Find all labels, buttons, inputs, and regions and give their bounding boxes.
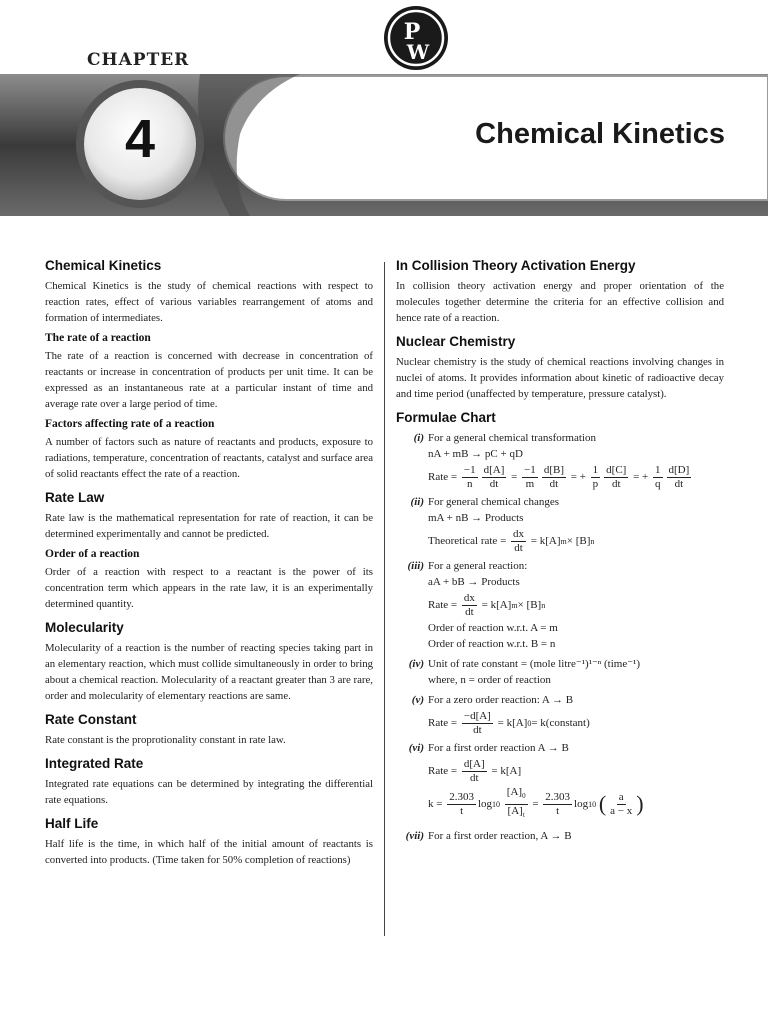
zero-order-rate-expression: Rate = $\frac{-d[A]}{dt}$ = k[A] 0 = k(constant) bbox=[428, 709, 590, 736]
paragraph: Integrated rate equations can be determined by integrating the differential rate equations. bbox=[45, 778, 373, 806]
theoretical-rate-expression: Theoretical rate = $\frac{dx}{dt}$ = k[A] m × [B] n bbox=[428, 527, 595, 554]
formula-item-3 bbox=[396, 558, 724, 574]
column-divider bbox=[384, 262, 385, 936]
first-order-rate-expression: Rate = $\frac{d[A]}{dt}$ = k[A] bbox=[428, 757, 522, 784]
rate-expression-1: Rate = $\frac{-1}{n}$ $\frac{d[A]}{dt}$ = $\frac{-1}{m}$ $\frac{d[B]}{dt}$ = + $\frac{1}{p}$ $\frac{d[C]}{dt}$ = + $\frac{1}{q}$ $\frac{d[D]}{dt}$ bbox=[428, 463, 690, 490]
formula-text: For a first order reaction A → B bbox=[428, 742, 569, 754]
formula-equation: nA + mB → pC + qD bbox=[428, 448, 523, 460]
formula-item-1 bbox=[396, 430, 724, 446]
formula-item-4 bbox=[396, 656, 724, 672]
formula-text: For a general reaction: bbox=[428, 560, 528, 572]
paragraph: Nuclear chemistry is the study of chemical reactions involving changes in nuclei of atoms. It provides information about kinetic of radioactive decay and time period (unaffected by temperature, pressure catalyst). bbox=[396, 356, 724, 400]
heading-chemical-kinetics: Chemical Kinetics bbox=[45, 258, 162, 273]
formula-item-6 bbox=[396, 740, 724, 756]
first-order-k-expression: k = $\frac{2.303}{t}$ log 10 $\frac{[A]_0}{[A]_t}$ = $\frac{2.303}{t}$ log 10 ( $\frac{a}{a - x}$ ) bbox=[428, 786, 644, 819]
formula-equation: aA + bB → Products bbox=[428, 576, 520, 588]
paragraph: Chemical Kinetics is the study of chemical reactions with respect to reaction rates, effect of various variables rearrangement of atoms and formation of intermediates. bbox=[45, 280, 373, 324]
formula-number: (iii) bbox=[407, 560, 424, 572]
rate-expression-3: Rate = $\frac{dx}{dt}$ = k[A] m × [B] n bbox=[428, 591, 546, 618]
paragraph: A number of factors such as nature of reactants and products, exposure to radiations, temperature, concentration of reactants, catalyst and surface area of solid reactants effect the rate of a reaction. bbox=[45, 436, 373, 480]
formula-item-2 bbox=[396, 494, 724, 510]
formula-text: For a general chemical transformation bbox=[428, 432, 596, 444]
heading-nuclear-chemistry: Nuclear Chemistry bbox=[396, 334, 516, 349]
paragraph: The rate of a reaction is concerned with decrease in concentration of reactants or increase in concentration of products per unit time. It can be expressed as an instantaneous rate at a particular instant of time and average rate over a large period of time. bbox=[45, 350, 373, 410]
formula-text: For a first order reaction, A → B bbox=[428, 830, 572, 842]
formula-number: (i) bbox=[413, 432, 424, 444]
formula-item-7 bbox=[396, 828, 724, 844]
formula-equation: mA + nB → Products bbox=[428, 512, 524, 524]
svg-text:W: W bbox=[406, 40, 430, 64]
pw-logo bbox=[382, 3, 450, 73]
paragraph: Half life is the time, in which half of the initial amount of reactants is converted into products. (Time taken for 50% completion of reactions) bbox=[45, 838, 373, 866]
paragraph: Molecularity of a reaction is the number of reacting species taking part in an elementary reaction, which must collide simultaneously in order to bring about a chemical reaction. Molecularity of a reactant greater than 3 are rare, order and molecularity of elementary reactions are same. bbox=[45, 642, 373, 702]
subheading-order: Order of a reaction bbox=[45, 548, 140, 560]
heading-formulae-chart: Formulae Chart bbox=[396, 410, 496, 425]
paragraph: Rate constant is the proprotionality constant in rate law. bbox=[45, 734, 286, 746]
subheading-factors: Factors affecting rate of a reaction bbox=[45, 418, 215, 430]
chapter-title: Chemical Kinetics bbox=[475, 118, 725, 150]
chapter-label: CHAPTER bbox=[87, 50, 190, 70]
chapter-number: 4 bbox=[124, 109, 156, 169]
right-column bbox=[396, 258, 724, 844]
formula-text: Order of reaction w.r.t. A = m bbox=[428, 622, 558, 634]
heading-rate-constant: Rate Constant bbox=[45, 712, 137, 727]
heading-collision-theory: In Collision Theory Activation Energy bbox=[396, 258, 636, 273]
svg-text:P: P bbox=[403, 19, 421, 45]
formula-label: Theoretical rate = bbox=[428, 535, 507, 547]
formula-item-5 bbox=[396, 692, 724, 708]
formula-text: Order of reaction w.r.t. B = n bbox=[428, 638, 556, 650]
paragraph: Order of a reaction with respect to a reactant is the power of its concentration term which appears in the rate law, it is an experimentally determined quantity. bbox=[45, 566, 373, 610]
formula-text: Unit of rate constant = (mole litre⁻¹)¹⁻ⁿ (time⁻¹) bbox=[428, 658, 641, 670]
left-column bbox=[45, 258, 373, 874]
subheading-rate: The rate of a reaction bbox=[45, 332, 151, 344]
heading-molecularity: Molecularity bbox=[45, 620, 124, 635]
formula-number: (iv) bbox=[408, 658, 424, 670]
formula-text: For a zero order reaction: A → B bbox=[428, 694, 574, 706]
heading-half-life: Half Life bbox=[45, 816, 99, 831]
heading-integrated-rate: Integrated Rate bbox=[45, 756, 144, 771]
paragraph: Rate law is the mathematical representation for rate of reaction, it can be determined experimentally and cannot be predicted. bbox=[45, 512, 373, 540]
formula-number: (v) bbox=[411, 694, 424, 706]
formula-number: (ii) bbox=[410, 496, 424, 508]
formula-number: (vii) bbox=[405, 830, 424, 842]
formula-text: For general chemical changes bbox=[428, 496, 560, 508]
formula-text: where, n = order of reaction bbox=[428, 674, 551, 686]
formula-number: (vi) bbox=[408, 742, 424, 754]
heading-rate-law: Rate Law bbox=[45, 490, 105, 505]
paragraph: In collision theory activation energy and proper orientation of the molecules together determine the criteria for an effective collision and hence rate of a reaction. bbox=[396, 280, 724, 324]
